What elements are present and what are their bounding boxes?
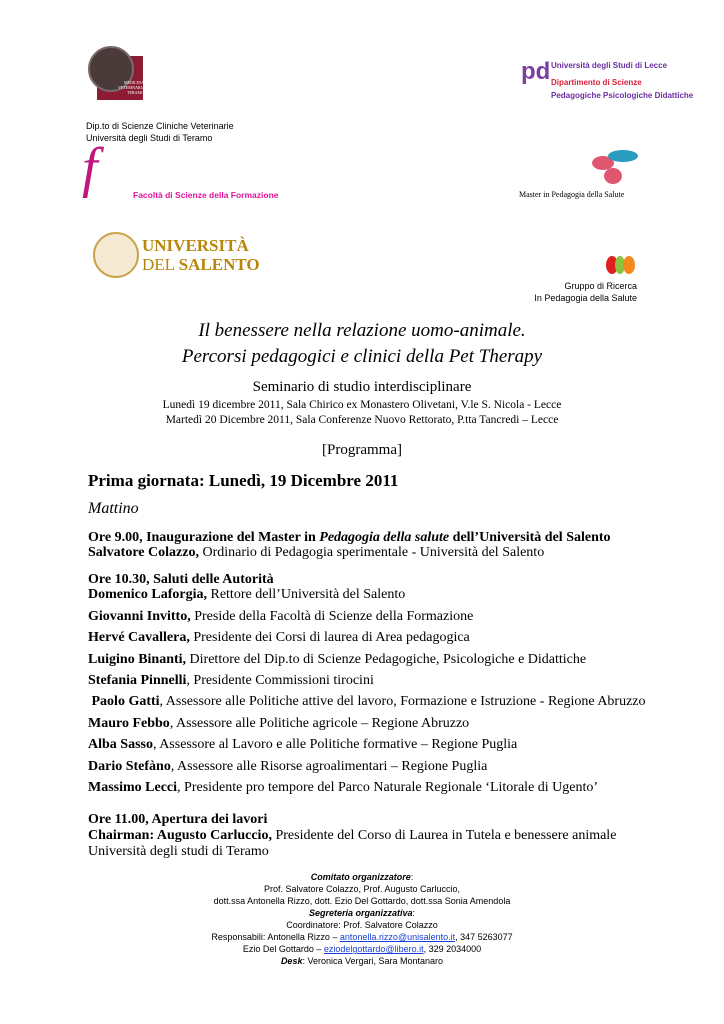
salento-seal: [93, 232, 139, 278]
facolta-label: Facoltà di Scienze della Formazione: [133, 190, 279, 200]
lecce-logo-text: Università degli Studi di Lecce Dipartimento di Scienze Pedagogiche Psicologiche Didattiche: [551, 61, 694, 100]
chairman-line: Chairman: Augusto Carluccio, Presidente del Corso di Laurea in Tutela e benessere animale: [88, 828, 617, 843]
footer-comitato-1: Prof. Salvatore Colazzo, Prof. Augusto Carluccio,: [263, 884, 461, 894]
footer-comitato-label: Comitato organizzatore:: [310, 872, 414, 882]
master-flower-logo: [592, 150, 652, 186]
email-link[interactable]: antonella.rizzo@unisalento.it: [339, 932, 456, 942]
speaker-item: Domenico Laforgia, Rettore dell’Università del Salento: [88, 587, 406, 602]
ore-1100-line: Ore 11.00, Apertura dei lavori: [88, 812, 268, 827]
speaker-item: Luigino Binanti, Direttore del Dip.to di Scienze Pedagogiche, Psicologiche e Didattiche: [88, 652, 587, 667]
footer-coordinatore: Coordinatore: Prof. Salvatore Colazzo: [286, 920, 438, 930]
footer-ezio: Ezio Del Gottardo – eziodelgottardo@libero.it, 329 2034000: [242, 944, 482, 954]
facolta-f-logo: f: [82, 137, 98, 199]
master-label: Master in Pedagogia della Salute: [519, 190, 625, 199]
department-text: Dip.to di Scienze Cliniche Veterinarie Università degli Studi di Teramo: [86, 121, 234, 143]
subtitle: Seminario di studio interdisciplinare: [252, 379, 472, 395]
lecce-pd-logo: pd: [521, 58, 551, 85]
footer-comitato-2: dott.ssa Antonella Rizzo, dott. Ezio Del Gottardo, dott.ssa Sonia Amendola: [213, 896, 511, 906]
speaker-item: Paolo Gatti, Assessore alle Politiche attive del lavoro, Formazione e Istruzione - Regione Abruzzo: [88, 694, 646, 709]
speaker-item: Massimo Lecci, Presidente pro tempore del Parco Naturale Regionale ‘Litorale di Ugento’: [88, 780, 599, 795]
footer-responsabili: Responsabili: Antonella Rizzo – antonella.rizzo@unisalento.it, 347 5263077: [211, 932, 513, 942]
session-heading: Mattino: [88, 500, 139, 517]
day-heading: Prima giornata: Lunedì, 19 Dicembre 2011: [88, 471, 399, 490]
chairman-affiliation: Università degli studi di Teramo: [88, 844, 269, 859]
speaker-item: Giovanni Invitto, Preside della Facoltà di Scienze della Formazione: [88, 609, 474, 624]
gruppo-label: Gruppo di Ricerca In Pedagogia della Salute: [534, 281, 637, 303]
speaker-item: Dario Stefàno, Assessore alle Risorse agroalimentari – Regione Puglia: [88, 759, 488, 774]
colazzo-line: Salvatore Colazzo, Ordinario di Pedagogia sperimentale - Università del Salento: [88, 545, 545, 560]
programma-heading: [Programma]: [322, 442, 402, 458]
speaker-item: Alba Sasso, Assessore al Lavoro e alle Politiche formative – Regione Puglia: [88, 737, 518, 752]
event-dates: Lunedì 19 dicembre 2011, Sala Chirico ex Monastero Olivetani, V.le S. Nicola - Lecce Martedì 20 Dicembre 2011, Sala Conferenze Nuovo Rettorato, P.tta Tancredi – Lecce: [162, 399, 562, 426]
footer-desk: Desk: Veronica Vergari, Sara Montanaro: [280, 956, 444, 966]
footer-segreteria-label: Segreteria organizzativa:: [308, 908, 416, 918]
email-link[interactable]: eziodelgottardo@libero.it: [323, 944, 424, 954]
ore-1030-line: Ore 10.30, Saluti delle Autorità: [88, 572, 274, 587]
document-title: Il benessere nella relazione uomo-animale. Percorsi pedagogici e clinici della Pet Therapy: [181, 320, 543, 367]
teramo-logo-text: MEDICINA VETERINARIA TERAMO: [118, 80, 145, 95]
gruppo-tulip-logo: [606, 252, 636, 276]
speaker-item: Hervé Cavallera, Presidente dei Corsi di laurea di Area pedagogica: [88, 630, 470, 645]
speaker-item: Stefania Pinnelli, Presidente Commissioni tirocini: [88, 673, 374, 688]
salento-logo-text: UNIVERSITÀ DEL SALENTO: [142, 236, 260, 274]
speaker-item: Mauro Febbo, Assessore alle Politiche agricole – Regione Abruzzo: [88, 716, 470, 731]
ore-900-line: Ore 9.00, Inaugurazione del Master in Pedagogia della salute dell’Università del Salento: [88, 530, 611, 545]
